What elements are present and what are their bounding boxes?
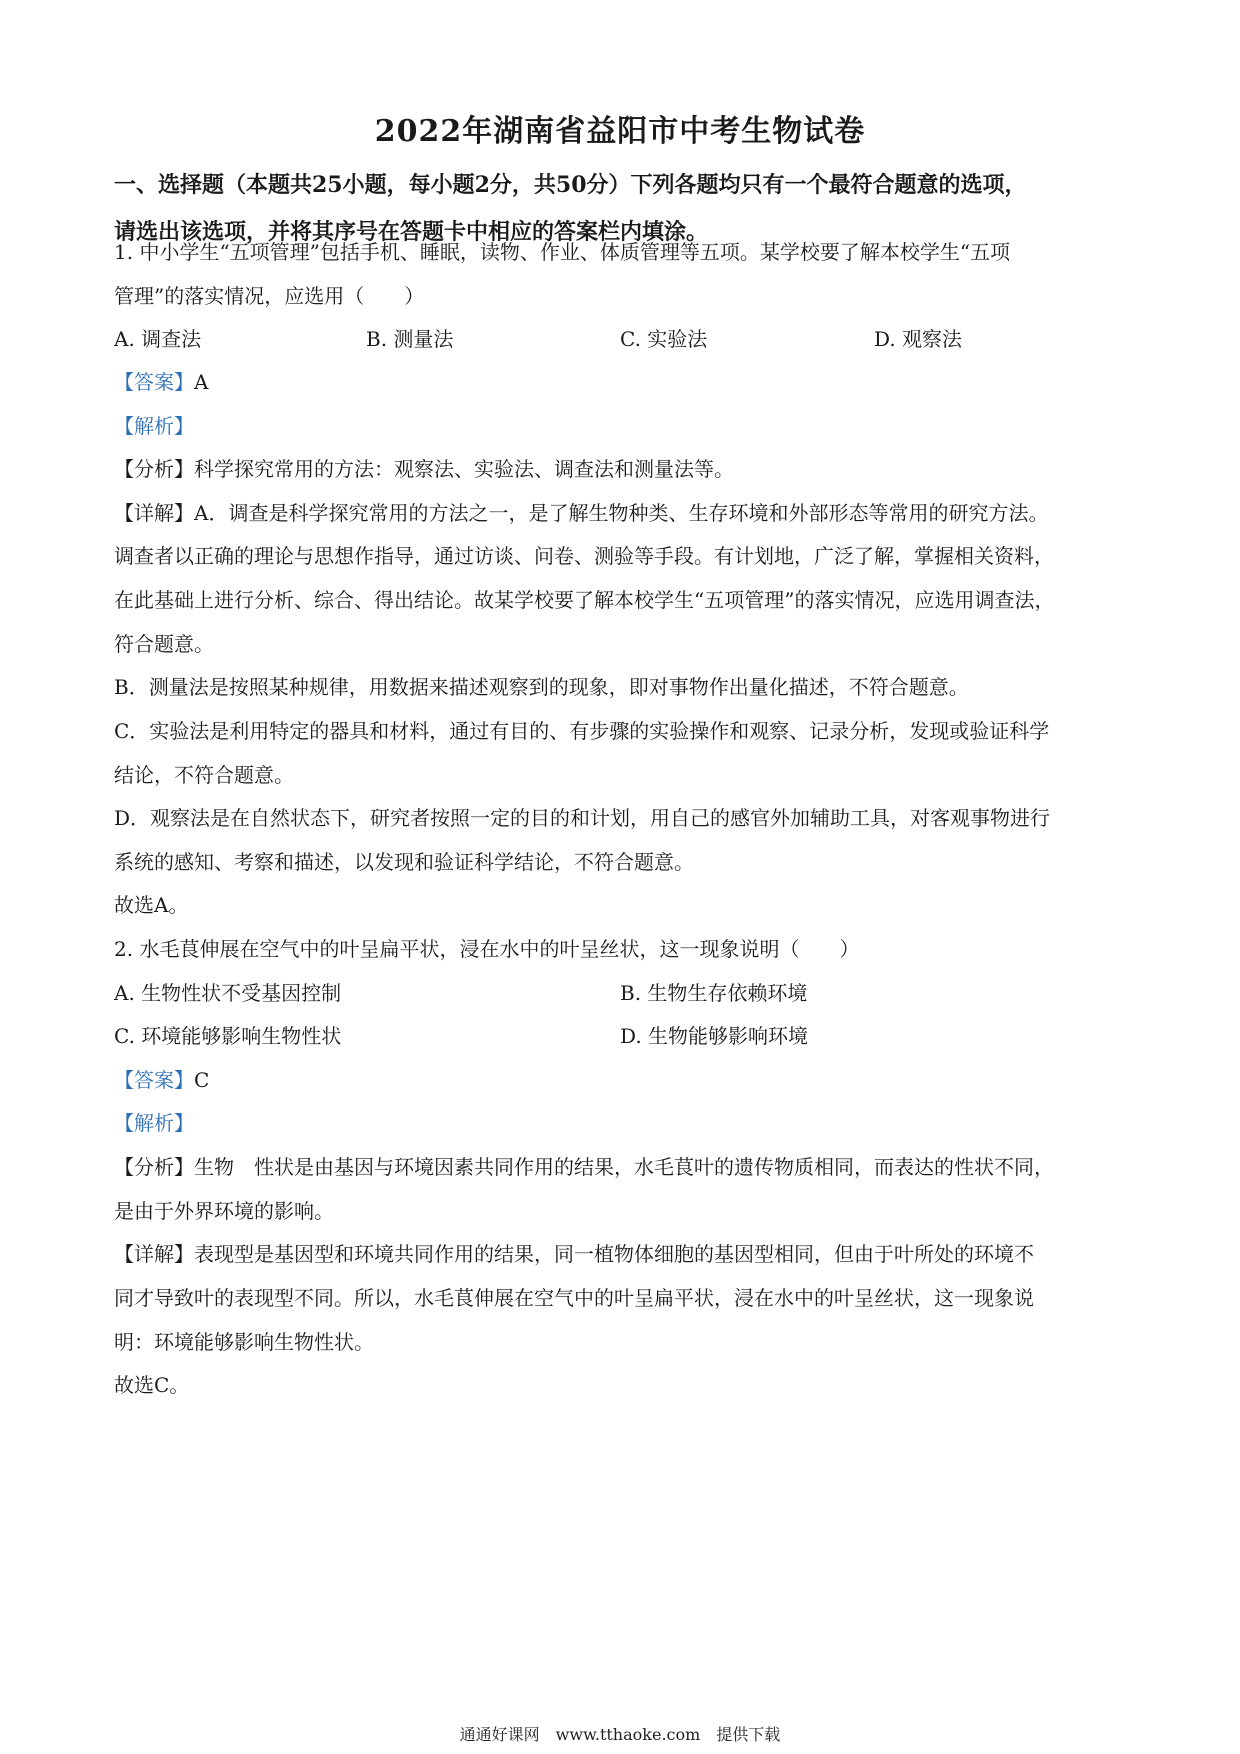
q1-option-b: B. 测量法	[366, 327, 454, 351]
answer-tag: 【答案】	[114, 1068, 194, 1092]
page-footer: 通通好课网 www.tthaoke.com 提供下载	[459, 1725, 781, 1744]
q2-fenxi-line-1	[114, 1152, 1144, 1182]
q2-option-b: B. 生物生存依赖环境	[620, 981, 808, 1005]
answer-value: A	[194, 370, 209, 394]
q1-analysis-tag: 【解析】	[114, 414, 194, 438]
fenxi-text: 生物 性状是由基因与环境因素共同作用的结果，水毛茛叶的遗传物质相同，而表达的性状不同，	[194, 1155, 1054, 1179]
q2-option-a: A. 生物性状不受基因控制	[114, 981, 342, 1005]
section-heading-line-2: 请选出该选项，并将其序号在答题卡中相应的答案栏内填涂。	[114, 219, 709, 245]
q1-stem-line-2: 管理”的落实情况，应选用（ ）	[114, 284, 425, 308]
q1-detail-line-7: 结论，不符合题意。	[114, 763, 294, 787]
detail-text: 表现型是基因型和环境共同作用的结果，同一植物体细胞的基因型相同，但由于叶所处的环境不	[194, 1242, 1034, 1266]
q1-detail-line-8: D．观察法是在自然状态下，研究者按照一定的目的和计划，用自己的感官外加辅助工具，对客观事物进行	[114, 806, 1051, 830]
q1-detail-line-2: 调查者以正确的理论与思想作指导，通过访谈、问卷、测验等手段。有计划地，广泛了解，掌握相关资料，	[114, 544, 1054, 568]
answer-value: C	[194, 1068, 210, 1092]
q1-answer	[114, 367, 1144, 397]
fenxi-text: 科学探究常用的方法：观察法、实验法、调查法和测量法等。	[194, 457, 734, 481]
fenxi-tag: 【分析】	[114, 457, 194, 481]
fenxi-tag: 【分析】	[114, 1155, 194, 1179]
q2-conclusion: 故选C。	[114, 1373, 190, 1397]
q1-detail-line-5: B．测量法是按照某种规律，用数据来描述观察到的现象，即对事物作出量化描述，不符合题意。	[114, 675, 969, 699]
xiangjie-tag: 【详解】	[114, 1242, 194, 1266]
q2-detail-line-1	[114, 1239, 1144, 1269]
page-title: 2022年湖南省益阳市中考生物试卷	[374, 114, 866, 149]
xiangjie-tag: 【详解】	[114, 501, 194, 525]
q1-option-d: D. 观察法	[874, 327, 963, 351]
q1-detail-line-9: 系统的感知、考察和描述，以发现和验证科学结论，不符合题意。	[114, 850, 694, 874]
q1-fenxi	[114, 454, 1144, 484]
q1-detail-line-1	[114, 498, 1144, 528]
answer-tag: 【答案】	[114, 370, 194, 394]
q1-conclusion: 故选A。	[114, 893, 189, 917]
detail-text: A．调查是科学探究常用的方法之一，是了解生物种类、生存环境和外部形态等常用的研究方法。	[194, 501, 1049, 525]
q2-fenxi-line-2: 是由于外界环境的影响。	[114, 1199, 334, 1223]
q2-detail-line-3: 明：环境能够影响生物性状。	[114, 1330, 374, 1354]
q2-detail-line-2: 同才导致叶的表现型不同。所以，水毛茛伸展在空气中的叶呈扁平状，浸在水中的叶呈丝状，这一现象说	[114, 1286, 1034, 1310]
q1-detail-line-3: 在此基础上进行分析、综合、得出结论。故某学校要了解本校学生“五项管理”的落实情况，应选用调查法，	[114, 588, 1055, 612]
section-heading-line-1: 一、选择题（本题共25小题，每小题2分，共50分）下列各题均只有一个最符合题意的选项，	[114, 172, 1027, 198]
q2-analysis-tag: 【解析】	[114, 1111, 194, 1135]
q1-detail-line-6: C．实验法是利用特定的器具和材料，通过有目的、有步骤的实验操作和观察、记录分析，发现或验证科学	[114, 719, 1050, 743]
q1-option-a: A. 调查法	[114, 327, 202, 351]
q1-option-c: C. 实验法	[620, 327, 708, 351]
q2-option-d: D. 生物能够影响环境	[620, 1024, 809, 1048]
q1-stem-line-1: 1. 中小学生“五项管理”包括手机、睡眠，读物、作业、体质管理等五项。某学校要了解本校学生“五项	[114, 240, 1011, 264]
q2-stem: 2. 水毛茛伸展在空气中的叶呈扁平状，浸在水中的叶呈丝状，这一现象说明（ ）	[114, 937, 860, 961]
q2-answer	[114, 1065, 1144, 1095]
q2-option-c: C. 环境能够影响生物性状	[114, 1024, 342, 1048]
q1-detail-line-4: 符合题意。	[114, 632, 214, 656]
